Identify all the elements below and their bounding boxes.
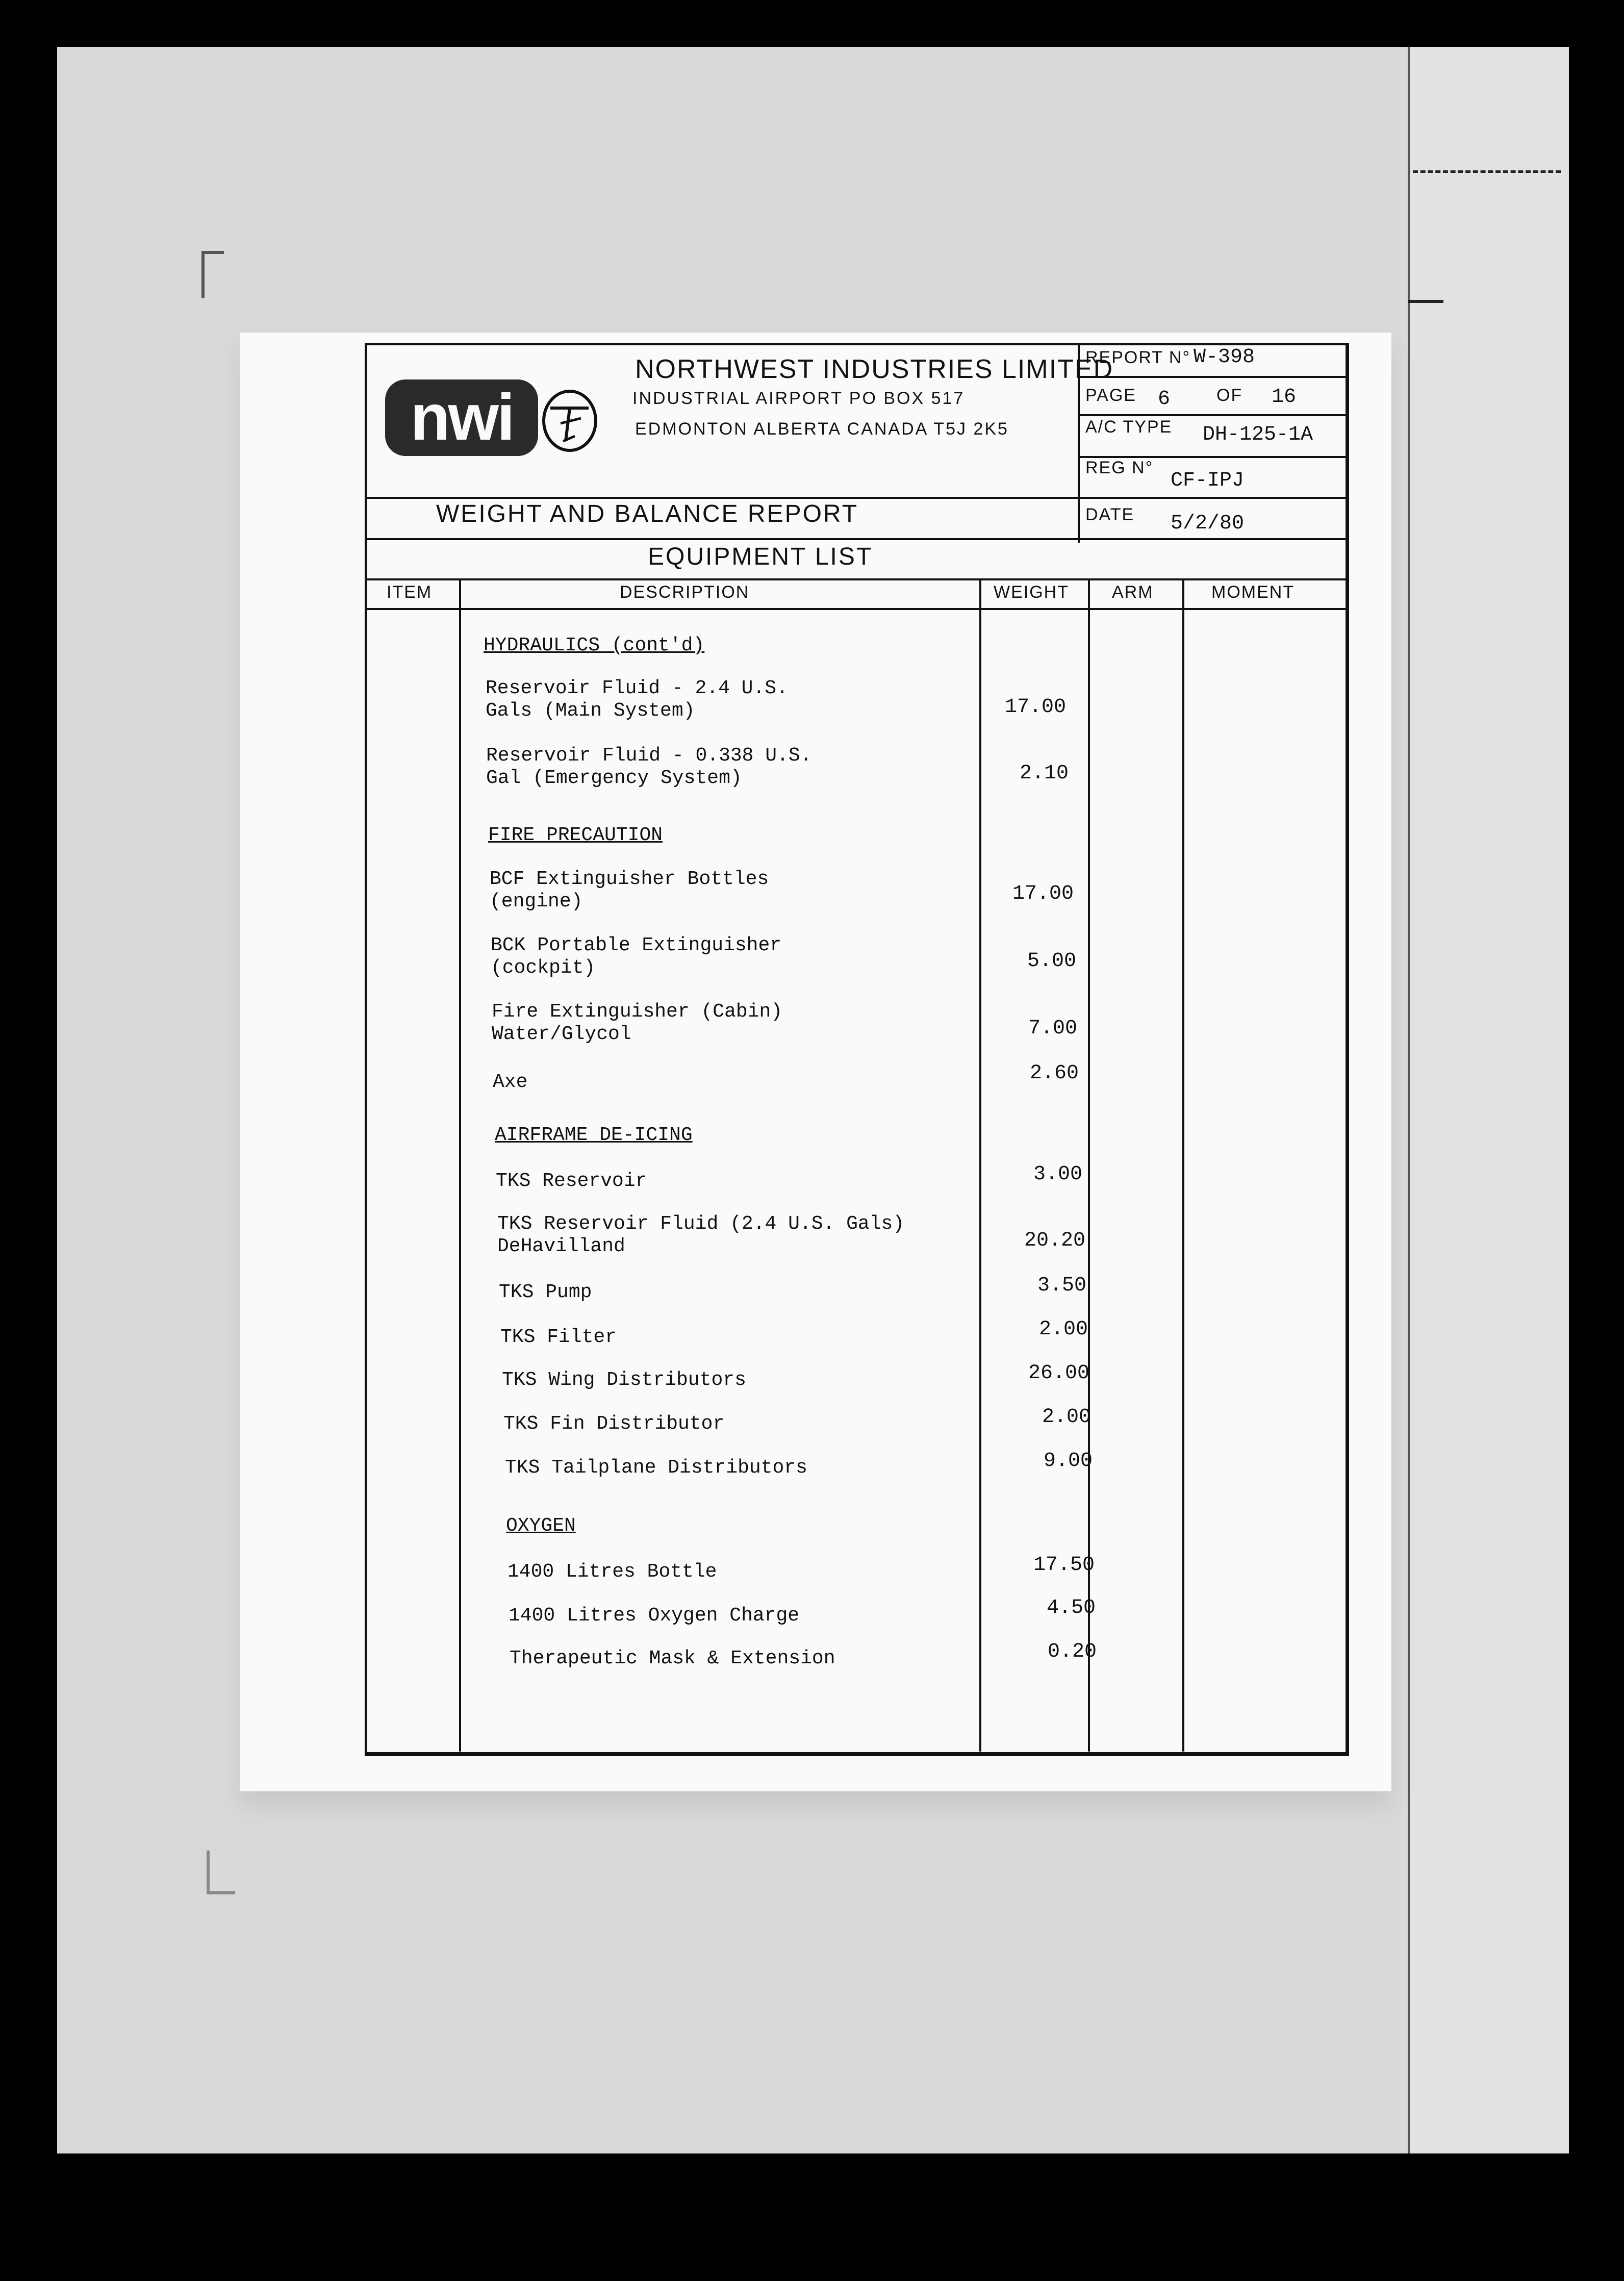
ac-type-value: DH-125-1A [1203,423,1313,446]
underlying-sheet-edge [1408,47,1569,2153]
company-name: NORTHWEST INDUSTRIES LIMITED [635,354,1114,384]
ac-type-label: A/C TYPE [1085,417,1173,437]
crop-mark-top [201,251,224,298]
list-item-weight: 26.00 [1028,1362,1089,1385]
column-line-arm [1182,578,1184,1752]
list-item-description: TKS Reservoir [496,1170,647,1192]
list-item-description: 1400 Litres Oxygen Charge [509,1605,800,1627]
list-item-weight: 17.50 [1033,1554,1095,1577]
list-item-weight: 2.00 [1042,1406,1091,1429]
equipment-list-title: EQUIPMENT LIST [648,543,873,570]
column-line-description [979,578,981,1752]
reg-no-label: REG N° [1085,458,1154,477]
list-item-weight: 17.00 [1004,696,1066,719]
page-total-value: 16 [1272,386,1297,409]
list-item-description: Reservoir Fluid - 2.4 U.S. Gals (Main System) [486,677,788,722]
company-address-line1: INDUSTRIAL AIRPORT PO BOX 517 [632,389,965,408]
logo-wordmark: nwi [385,379,538,456]
list-item-weight: 20.20 [1024,1229,1085,1252]
date-label: DATE [1085,505,1135,524]
list-item-description: BCK Portable Extinguisher (cockpit) [491,934,782,979]
page-label: PAGE [1085,386,1136,405]
column-header-arm: ARM [1112,582,1154,602]
list-item-weight: 3.00 [1033,1163,1082,1186]
company-logo [385,379,589,456]
list-item-description: TKS Pump [499,1281,592,1303]
report-no-value: W-398 [1194,346,1255,369]
list-item-description: TKS Fin Distributor [503,1413,725,1435]
list-item-weight: 5.00 [1027,950,1076,973]
list-item-weight: 0.20 [1047,1640,1097,1663]
column-line-item [459,578,461,1752]
reg-no-value: CF-IPJ [1171,469,1245,492]
report-title: WEIGHT AND BALANCE REPORT [436,500,859,527]
list-item-description: TKS Tailplane Distributors [505,1457,807,1479]
arrow-mark [1408,300,1443,303]
company-address-line2: EDMONTON ALBERTA CANADA T5J 2K5 [635,419,1009,439]
list-item-description: Axe [493,1071,528,1093]
column-header-moment: MOMENT [1211,582,1295,602]
list-item-description: BCF Extinguisher Bottles (engine) [490,868,769,913]
report-page [240,333,1391,1791]
crop-mark-bottom [207,1851,235,1894]
column-header-description: DESCRIPTION [620,582,750,602]
list-item-weight: 3.50 [1037,1274,1086,1297]
logo-emblem-icon [542,390,597,452]
list-item-description: Therapeutic Mask & Extension [510,1648,835,1669]
page-value: 6 [1158,388,1171,411]
date-value: 5/2/80 [1171,512,1245,535]
list-item-weight: 4.50 [1046,1596,1096,1619]
list-item-description: Fire Extinguisher (Cabin) Water/Glycol [492,1001,783,1045]
section-oxygen: OXYGEN [506,1515,576,1537]
list-item-description: TKS Wing Distributors [502,1369,746,1391]
list-item-weight: 7.00 [1028,1017,1077,1040]
section-fire-precaution: FIRE PRECAUTION [488,824,663,846]
list-item-description: 1400 Litres Bottle [508,1561,717,1583]
section-airframe-de-icing: AIRFRAME DE-ICING [495,1124,693,1146]
dashed-mark [1413,170,1561,173]
list-item-weight: 2.60 [1029,1062,1079,1085]
column-header-item: ITEM [387,582,433,602]
report-no-label: REPORT N° [1085,348,1191,367]
list-item-weight: 17.00 [1012,882,1074,905]
list-item-description: TKS Reservoir Fluid (2.4 U.S. Gals) DeHavilland [497,1213,905,1257]
list-item-weight: 9.00 [1043,1450,1093,1473]
list-item-description: Reservoir Fluid - 0.338 U.S. Gal (Emergency System) [486,745,812,789]
list-item-description: TKS Filter [500,1326,617,1348]
list-item-weight: 2.00 [1038,1318,1088,1341]
list-item-weight: 2.10 [1019,762,1069,785]
section-hydraulics: HYDRAULICS (cont'd) [484,635,705,656]
of-label: OF [1216,386,1243,405]
column-header-weight: WEIGHT [994,582,1069,602]
